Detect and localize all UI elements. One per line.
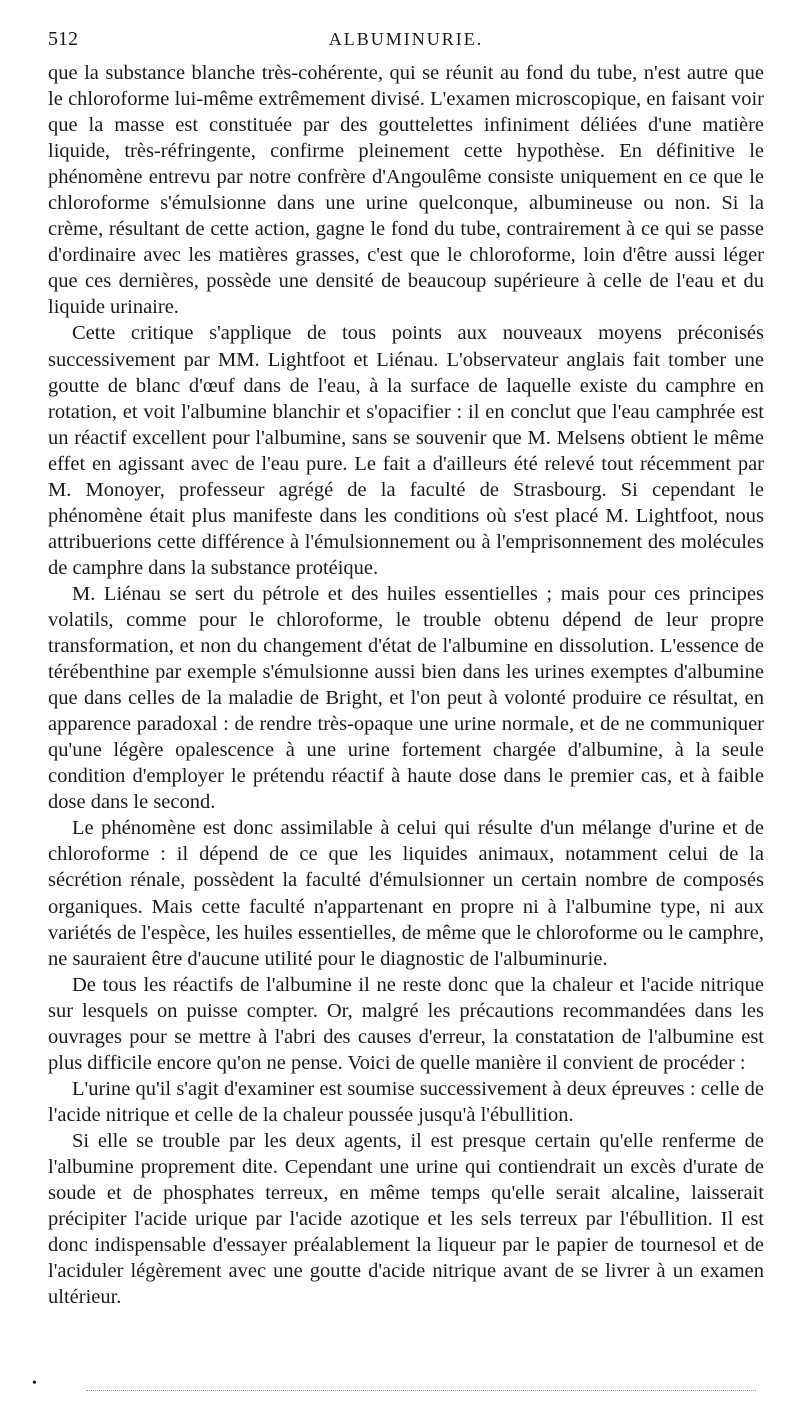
paragraph: Si elle se trouble par les deux agents, il est presque certain qu'elle renferme de l'albumine proprement dite. Cependant une urine qui contiendrait un excès d'urate de soude et de phosphates terreux, en même temps qu'elle serait alcaline, laisserait précipiter l'acide urique par l'acide azotique et les sels terreux par l'ébullition. Il est donc indispensable d'essayer préalablement la liqueur par le papier de tournesol et de l'aciduler légèrement avec une goutte d'acide nitrique avant de se livrer à un examen ultérieur. <box>48 1129 764 1309</box>
paragraph: De tous les réactifs de l'albumine il ne reste donc que la chaleur et l'acide nitrique sur lesquels on puisse compter. Or, malgré les précautions recommandées dans les ouvrages pour se mettre à l'abri des causes d'erreur, la constatation de l'albumine est plus difficile encore qu'on ne pense. Voici de quelle manière il convient de procéder : <box>48 973 764 1074</box>
footer-mark: • <box>32 1376 37 1391</box>
paragraph: L'urine qu'il s'agit d'examiner est soumise successivement à deux épreuves : celle de l'acide nitrique et celle de la chaleur poussée jusqu'à l'ébullition. <box>48 1077 764 1126</box>
paragraph: Cette critique s'applique de tous points aux nouveaux moyens préconisés successivement par MM. Lightfoot et Liénau. L'observateur anglais fait tomber une goutte de blanc d'œuf dans de l'eau, à la surface de laquelle existe du camphre en rotation, et voit l'albumine blanchir et s'opacifier : il en conclut que l'eau camphrée est un réactif excellent pour l'albumine, sans se souvenir que M. Melsens obtient le même effet en agissant avec de l'eau pure. Le fait a d'ailleurs été relevé tout récemment par M. Monoyer, professeur agrégé de la faculté de Strasbourg. Si cependant le phénomène était plus manifeste dans les conditions où s'est placé M. Lightfoot, nous attribuerions cette différence à l'émulsionnement ou à l'emprisonnement des molécules de camphre dans la substance protéique. <box>48 322 764 579</box>
page-number: 512 <box>48 28 78 50</box>
body-text <box>48 60 764 1310</box>
paragraph: M. Liénau se sert du pétrole et des huiles essentielles ; mais pour ces principes volatils, comme pour le chloroforme, le trouble obtenu dépend de leur propre transformation, et non du changement d'état de l'albumine en dissolution. L'essence de térébenthine par exemple s'émulsionne aussi bien dans les urines exemptes d'albumine que dans celles de la maladie de Bright, et l'on peut à volonté produire ce résultat, en apparence paradoxal : de rendre très-opaque une urine normale, et de ne communiquer qu'une légère opalescence à une urine fortement chargée d'albumine, à la seule condition d'employer le prétendu réactif à haute dose dans le premier cas, et à faible dose dans le second. <box>48 582 764 814</box>
paragraph: Le phénomène est donc assimilable à celui qui résulte d'un mélange d'urine et de chloroforme : il dépend de ce que les liquides animaux, notamment celui de la sécrétion rénale, possèdent la faculté d'émulsionner un certain nombre de composés organiques. Mais cette faculté n'appartenant en propre ni à l'albumine type, ni aux variétés de l'espèce, les huiles essentielles, de même que le chloroforme ou le camphre, ne sauraient être d'aucune utilité pour le diagnostic de l'albuminurie. <box>48 817 764 970</box>
running-title: ALBUMINURIE. <box>328 29 484 49</box>
paragraph-continued: que la substance blanche très-cohérente, qui se réunit au fond du tube, n'est autre que le chloroforme lui-même extrêmement divisé. L'examen microscopique, en faisant voir que la masse est constituée par des gouttelettes infiniment déliées d'une matière liquide, très-réfringente, confirme pleinement cette hypothèse. En définitive le phénomène entrevu par notre confrère d'Angoulême consiste uniquement en ce que le chloroforme s'émulsionne dans une urine quelconque, albumineuse ou non. Si la crème, résultant de cette action, gagne le fond du tube, contrairement à ce qui se passe d'ordinaire avec les matières grasses, c'est que le chloroforme, loin d'être aussi léger que ces dernières, possède une densité de beaucoup supérieure à celle de l'eau et du liquide urinaire. <box>48 62 764 319</box>
footer-dotted-rule <box>86 1390 756 1391</box>
running-head <box>48 26 764 52</box>
